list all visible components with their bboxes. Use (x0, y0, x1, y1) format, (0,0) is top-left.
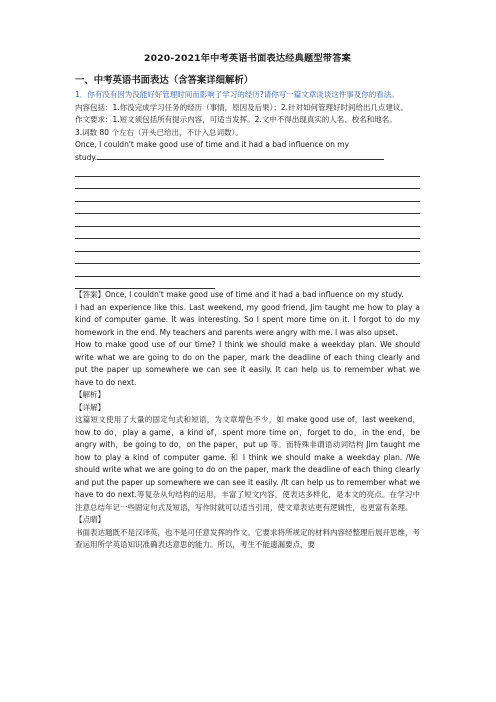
writing-line (75, 239, 420, 252)
answer-line (75, 289, 420, 302)
writing-line (75, 177, 420, 190)
answer-paragraph-1: I had an experience like this. Last weekend, my good friend, Jim taught me how to play a kind of computer game. It was interesting. So I spent more time on it. I forgot to do my homework in the end. My teachers and parents were angry with me. I was also upset. (75, 302, 420, 337)
writing-line (75, 214, 420, 227)
question-requirements: 作文要求：1.短文须包括所有提示内容，可适当发挥。2.文中不得出现真实的人名、校名和地名。 (75, 115, 397, 124)
writing-line-last (75, 277, 215, 290)
answer-paragraph-2: How to make good use of our time? I think we should make a weekday plan. We should write what we are going to do on the paper, mark the deadline of each thing clearly and put the paper up somewhere we can see it easily. It can help us to remember what we have to do next. (75, 340, 420, 387)
opening-line: Once, I couldn't make good use of time and it had a bad influence on my (75, 140, 350, 149)
analysis-label: 【解析】 (75, 390, 105, 399)
writing-line (75, 164, 420, 177)
detail-label: 【详解】 (75, 402, 105, 412)
analysis-text: 这篇短文使用了大量的固定句式和短语，为文章增色不少，如 make good use of，last weekend，how to do，play a game，a kind of，spent more time on，forget to do，in the end，be angry with，be going to do，on the paper，put up 等。而特殊非谓语动词结构 Jim taught me how to play a kind of computer game. 和 I think we should make a weekday plan. /We should write what we are going to do on the paper, mark the deadline of each thing clearly and put the paper up somewhere we can see it easily. /It can help us to remember what we have to do next.等复杂从句结构的运用，丰富了短文内容，使表达多样化，是本文的亮点。在学习中注意总结年记一些固定句式及短语，写作时就可以适当引用，使文章表达更有逻辑性，也更富有条理。 (75, 415, 420, 512)
answer-first-sentence: Once, I couldn't make good use of time and it had a bad influence on my study. (105, 290, 404, 299)
section-heading: 一、中考英语书面表达（含答案详细解析） (75, 75, 254, 86)
opening-cont-text: study. (75, 152, 98, 162)
question-prompt: 1．你有没有因为没能好好管理时间而影响了学习的经历?请你写一篇文章谈谈这件事及你的看法。 (75, 90, 399, 99)
answer-label: 【答案】 (75, 290, 105, 299)
document-title: 2020-2021年中考英语书面表达经典题型带答案 (144, 53, 351, 64)
question-word-count: 3.词数 80 个左右（开头已给出，不计入总词数）。 (75, 127, 243, 137)
writing-line (75, 227, 420, 240)
writing-blank-inline (97, 152, 384, 160)
writing-line (75, 189, 420, 202)
writing-line (75, 202, 420, 215)
question-content: 内容包括：1.你没完成学习任务的经历（事情，原因及后果）；2.针对如何管理好时间给出几点建议。 (75, 102, 409, 112)
opening-continuation (75, 152, 420, 165)
writing-lines (75, 164, 420, 289)
writing-line (75, 252, 420, 265)
tip-text: 书面表达题既不是汉译英，也不是可任意发挥的作文。它要求将所规定的材料内容经整理后展开思维，考查运用所学英语知识准确表达意思的能力。所以，考生不能遗漏要点，要 (75, 527, 420, 549)
writing-line (75, 264, 420, 277)
tip-label: 【点睛】 (75, 515, 105, 524)
